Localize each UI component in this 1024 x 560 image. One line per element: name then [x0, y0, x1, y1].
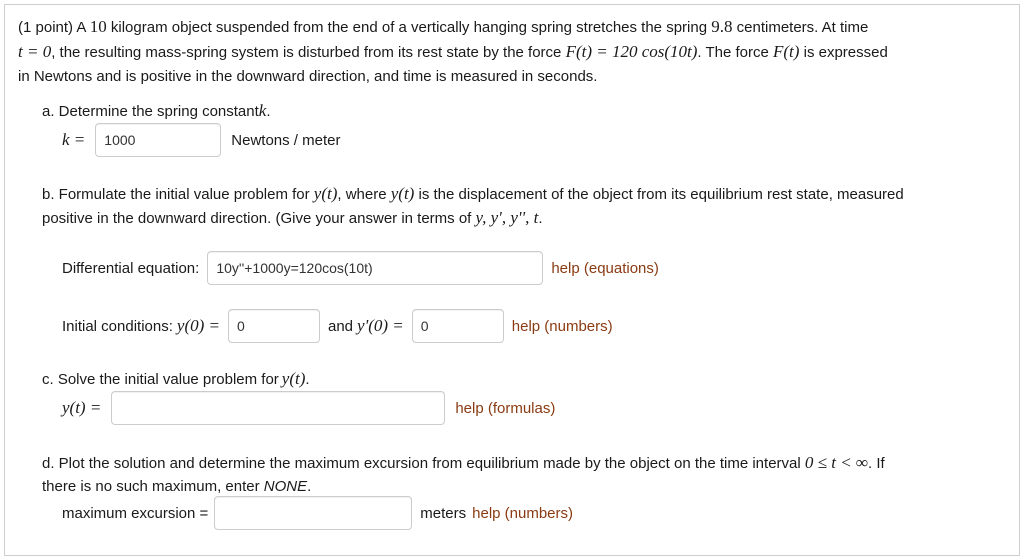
intro-text-2: kilogram object suspended from the end of a vertically hanging spring stretches the spring: [106, 19, 712, 36]
intro-text-4: , the resulting mass-spring system is disturbed from its rest state by the force: [51, 44, 566, 61]
help-numbers-link-b[interactable]: help (numbers): [511, 317, 613, 335]
intro-text-1: (1 point) A: [18, 19, 90, 36]
none-keyword: NONE: [263, 478, 308, 495]
time-interval: 0 ≤ t < ∞: [804, 453, 869, 472]
k-label: k =: [62, 130, 86, 149]
intro-text-3: centimeters. At time: [732, 19, 869, 36]
differential-equation-input[interactable]: [207, 251, 543, 285]
help-equations-link[interactable]: help (equations): [551, 259, 659, 277]
mass-value: 10: [89, 17, 107, 36]
part-d-prompt: [42, 451, 1012, 498]
part-a-period: .: [266, 102, 271, 120]
part-a-prompt: [42, 101, 271, 121]
intro-text-7: in Newtons and is positive in the downward direction, and time is measured in seconds.: [18, 68, 598, 85]
differential-equation-label: Differential equation:: [62, 259, 200, 277]
force-equation: F(t) = 120 cos(10t): [565, 42, 698, 61]
y-of-t-2: y(t): [390, 184, 415, 203]
part-a-answer-row: [62, 123, 341, 157]
part-d-answer-row: [62, 496, 573, 530]
problem-statement: [18, 15, 1008, 89]
maximum-excursion-input[interactable]: [214, 496, 412, 530]
part-b-text-5: .: [538, 210, 543, 227]
k-unit: Newtons / meter: [231, 131, 341, 149]
part-b-text-1: b. Formulate the initial value problem for: [42, 186, 314, 203]
initial-conditions-label: Initial conditions:: [62, 317, 173, 335]
part-c-period: .: [305, 370, 310, 388]
variables-list: y, y', y'', t: [475, 208, 539, 227]
k-symbol: k: [258, 101, 267, 120]
y0-label: y(0) =: [176, 316, 220, 335]
meters-unit: meters: [420, 504, 467, 522]
problem-panel: [4, 4, 1020, 556]
part-b-text-4: positive in the downward direction. (Give your answer in terms of: [42, 210, 476, 227]
y-of-t-label: y(t) =: [62, 398, 102, 417]
y-of-t-1: y(t): [313, 184, 338, 203]
part-b-prompt: [42, 182, 1002, 230]
intro-text-5: . The force: [697, 44, 774, 61]
y0-input[interactable]: [228, 309, 320, 343]
solution-formula-input[interactable]: [111, 391, 445, 425]
y-of-t-c: y(t): [281, 369, 306, 388]
maximum-excursion-label: maximum excursion =: [62, 504, 209, 522]
help-numbers-link-d[interactable]: help (numbers): [472, 504, 574, 522]
part-d-text-2: . If: [868, 455, 885, 472]
help-formulas-link[interactable]: help (formulas): [455, 399, 556, 417]
time-equation: t = 0: [18, 42, 52, 61]
part-d-text-3: there is no such maximum, enter: [42, 478, 264, 495]
part-d-text-4: .: [307, 478, 312, 495]
part-c-prompt: [42, 369, 310, 389]
part-d-text-1: d. Plot the solution and determine the maximum excursion from equilibrium made by the object on the time interval: [42, 455, 805, 472]
yprime0-label: y'(0) =: [357, 316, 404, 335]
differential-equation-row: [62, 251, 659, 285]
intro-text-6: is expressed: [799, 44, 888, 61]
part-c-answer-row: [62, 391, 555, 425]
and-text: and: [328, 317, 354, 335]
part-a-text: a. Determine the spring constant: [42, 102, 259, 120]
spring-constant-input[interactable]: [95, 123, 221, 157]
initial-conditions-row: [62, 309, 613, 343]
yprime0-input[interactable]: [412, 309, 504, 343]
part-c-text: c. Solve the initial value problem for: [42, 370, 279, 388]
force-symbol: F(t): [773, 42, 800, 61]
stretch-value: 9.8: [711, 17, 733, 36]
part-b-text-3: is the displacement of the object from its equilibrium rest state, measured: [414, 186, 904, 203]
part-b-text-2: , where: [337, 186, 391, 203]
